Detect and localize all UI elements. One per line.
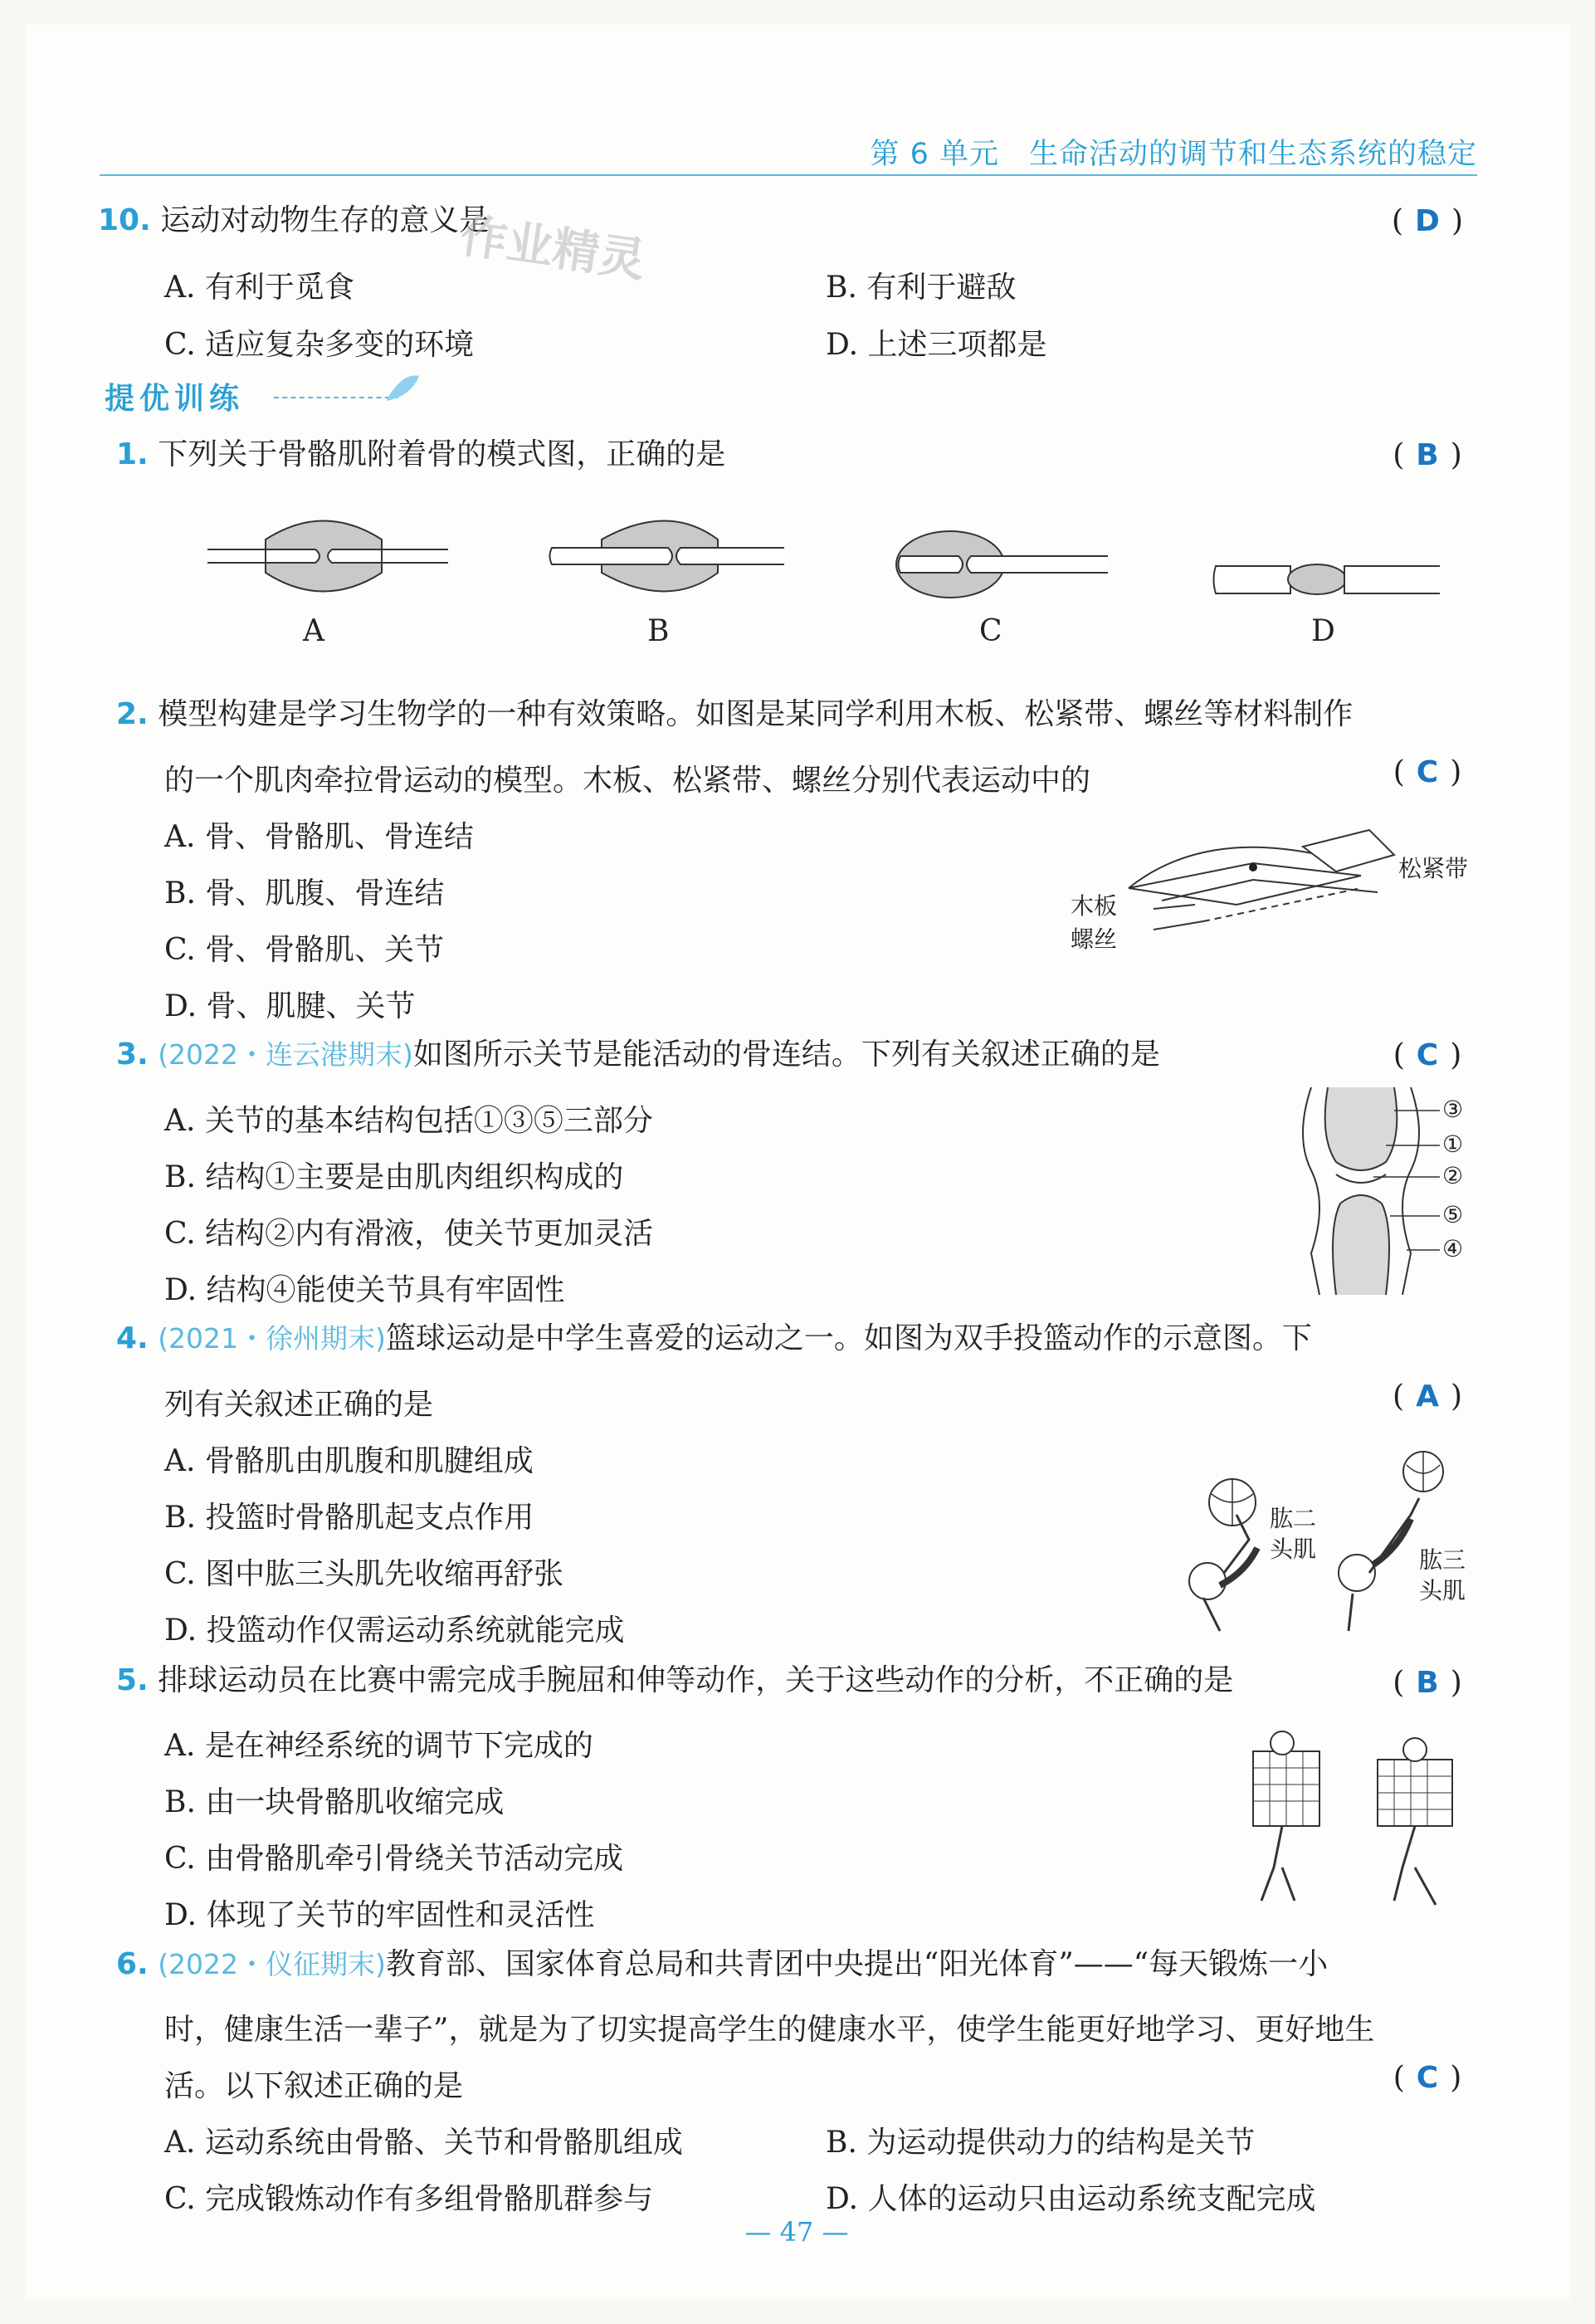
joint-label-2: ② (1442, 1162, 1464, 1189)
option-d: D. 人体的运动只由运动系统支配完成 (826, 2182, 1316, 2216)
unit-header: 第 6 单元 生命活动的调节和生态系统的稳定 (870, 138, 1477, 171)
question-number: 10. (98, 203, 151, 237)
question-number: 5. (116, 1663, 149, 1697)
option-b: B. 投篮时骨骼肌起支点作用 (164, 1501, 534, 1535)
answer-5: ( B ) (1393, 1666, 1462, 1700)
joint-label-1: ① (1442, 1130, 1464, 1158)
question-5 (116, 1663, 1234, 1697)
option-c: C. 由骨骼肌牵引骨绕关节活动完成 (164, 1842, 624, 1876)
label-screw: 螺丝 (1071, 925, 1118, 953)
answer-1: ( B ) (1393, 438, 1462, 472)
figure-label-a: A (303, 614, 324, 648)
bone-diagram-d (1216, 556, 1440, 606)
option-a: A. 骨骼肌由肌腹和肌腱组成 (164, 1444, 534, 1478)
question-stem: 排球运动员在比赛中需完成手腕屈和伸等动作，关于这些动作的分析，不正确的是 (158, 1663, 1234, 1697)
leaf-icon (382, 372, 423, 405)
answer-letter: B (1416, 438, 1439, 472)
figure-label-c: C (979, 614, 1002, 648)
label-triceps-line-1: 肱三 (1419, 1546, 1466, 1574)
section-title: 提优训练 (105, 382, 245, 416)
option-a: A. 关节的基本结构包括①③⑤三部分 (164, 1104, 653, 1138)
answer-4: ( A ) (1393, 1379, 1462, 1413)
option-a: A. 骨、骨骼肌、骨连结 (164, 820, 474, 854)
option-a: A. 运动系统由骨骼、关节和骨骼肌组成 (164, 2126, 683, 2160)
question-stem: 运动对动物生存的意义是 (160, 203, 490, 237)
answer-3: ( C ) (1393, 1038, 1462, 1072)
bone-diagram-a (207, 506, 448, 606)
question-4 (116, 1321, 1312, 1355)
label-board: 木板 (1071, 892, 1118, 920)
answer-letter: C (1416, 1038, 1439, 1072)
volleyball-diagram (1236, 1726, 1477, 1909)
question-source: (2021・徐州期末) (158, 1322, 386, 1355)
answer-10: ( D ) (1392, 204, 1463, 238)
option-d: D. 体现了关节的牢固性和灵活性 (164, 1898, 595, 1932)
section-rule (274, 397, 398, 398)
option-d: D. 投篮动作仅需运动系统就能完成 (164, 1614, 625, 1648)
option-d: D. 骨、肌腱、关节 (164, 989, 416, 1023)
option-b: B. 有利于避敌 (826, 271, 1017, 305)
question-1 (116, 437, 726, 471)
question-3 (116, 1040, 1160, 1070)
question-stem-line-2: 的一个肌肉牵拉骨运动的模型。木板、松紧带、螺丝分别代表运动中的 (164, 764, 1091, 798)
page-number: — 47 — (744, 2216, 849, 2248)
label-band: 松紧带 (1398, 855, 1469, 882)
answer-2: ( C ) (1393, 755, 1462, 789)
option-b: B. 结构①主要是由肌肉组织构成的 (164, 1160, 624, 1194)
option-d: D. 结构④能使关节具有牢固性 (164, 1273, 565, 1307)
question-number: 2. (116, 697, 149, 731)
question-stem-line-1: 模型构建是学习生物学的一种有效策略。如图是某同学利用木板、松紧带、螺丝等材料制作 (158, 697, 1354, 731)
bone-diagram-b (552, 506, 784, 606)
question-stem-line-1: 教育部、国家体育总局和共青团中央提出“阳光体育”——“每天锻炼一小 (385, 1947, 1329, 1981)
question-stem: 如图所示关节是能活动的骨连结。下列有关叙述正确的是 (412, 1038, 1160, 1072)
question-source: (2022・仪征期末) (158, 1948, 386, 1980)
joint-diagram (1295, 1087, 1452, 1295)
option-c: C. 骨、骨骼肌、关节 (164, 933, 445, 967)
question-stem: 下列关于骨骼肌附着骨的模式图，正确的是 (158, 437, 726, 471)
label-triceps-line-2: 头肌 (1419, 1577, 1466, 1604)
header-rule (100, 174, 1477, 176)
label-biceps-line-2: 头肌 (1270, 1536, 1317, 1563)
option-a: A. 有利于觅食 (164, 271, 354, 305)
muscle-model-diagram (1112, 830, 1402, 938)
question-source: (2022・连云港期末) (158, 1038, 413, 1071)
option-b: B. 骨、肌腹、骨连结 (164, 876, 445, 911)
answer-letter: D (1415, 204, 1440, 238)
answer-letter: C (1416, 755, 1439, 789)
question-2 (116, 697, 1354, 731)
question-stem-line-3: 活。以下叙述正确的是 (164, 2069, 464, 2103)
figure-label-d: D (1311, 614, 1335, 648)
joint-label-5: ⑤ (1442, 1201, 1464, 1228)
joint-label-4: ④ (1442, 1235, 1464, 1262)
option-c: C. 完成锻炼动作有多组骨骼肌群参与 (164, 2182, 654, 2216)
answer-letter: A (1416, 1379, 1439, 1413)
question-stem-line-1: 篮球运动是中学生喜爱的运动之一。如图为双手投篮动作的示意图。下 (385, 1321, 1312, 1355)
option-b: B. 为运动提供动力的结构是关节 (826, 2126, 1256, 2160)
watermark: 作业精灵 (456, 208, 649, 289)
answer-letter: C (1416, 2061, 1439, 2095)
option-c: C. 结构②内有滑液，使关节更加灵活 (164, 1217, 654, 1251)
page-number-value: 47 (779, 2216, 814, 2248)
question-6 (116, 1947, 1329, 1981)
option-b: B. 由一块骨骼肌收缩完成 (164, 1785, 505, 1819)
option-c: C. 图中肱三头肌先收缩再舒张 (164, 1557, 564, 1591)
question-number: 4. (116, 1321, 149, 1355)
label-biceps-line-1: 肱二 (1270, 1505, 1317, 1532)
joint-label-3: ③ (1442, 1096, 1464, 1123)
question-number: 3. (116, 1038, 149, 1072)
answer-6: ( C ) (1393, 2061, 1462, 2095)
question-stem-line-2: 时，健康生活一辈子”，就是为了切实提高学生的健康水平，使学生能更好地学习、更好地生 (164, 2013, 1375, 2047)
question-stem-line-2: 列有关叙述正确的是 (164, 1388, 434, 1422)
option-a: A. 是在神经系统的调节下完成的 (164, 1729, 593, 1763)
question-number: 6. (116, 1947, 149, 1981)
question-10 (98, 203, 490, 237)
figure-label-b: B (647, 614, 670, 648)
bone-diagram-c (892, 523, 1108, 606)
answer-letter: B (1416, 1666, 1439, 1700)
question-number: 1. (116, 437, 149, 471)
option-c: C. 适应复杂多变的环境 (164, 328, 475, 362)
option-d: D. 上述三项都是 (826, 328, 1047, 362)
